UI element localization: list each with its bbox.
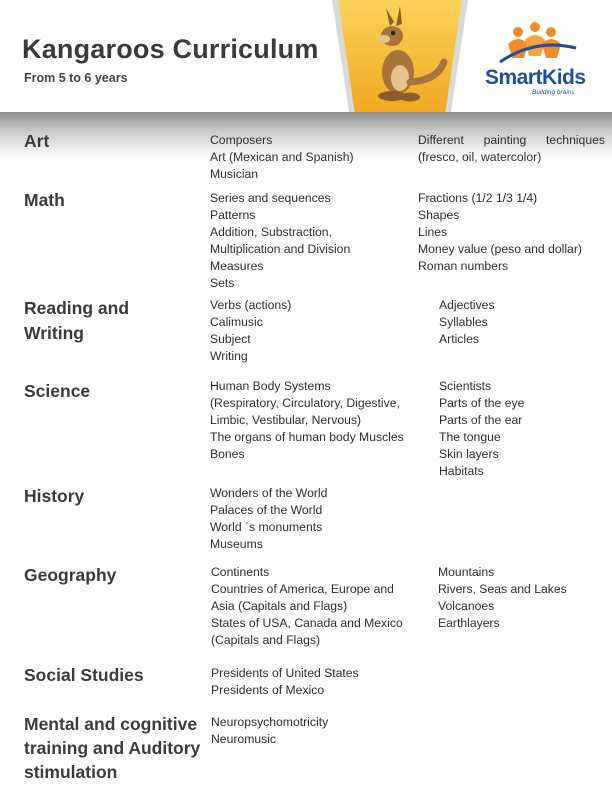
topic-item: Fractions (1/2 1/3 1/4) — [418, 191, 538, 205]
topic-item: States of USA, Canada and Mexico — [211, 616, 403, 630]
subject-geography: Geography — [24, 565, 117, 585]
topic-item: Verbs (actions) — [210, 298, 292, 312]
topic-item: Addition, Substraction, — [210, 225, 332, 239]
subject-label-line: Mental and cognitive — [24, 714, 198, 734]
topic-item: Syllables — [439, 315, 488, 329]
topic-item: Habitats — [439, 464, 484, 478]
topic-item: Continents — [211, 565, 270, 579]
topic-item: Lines — [418, 225, 448, 239]
subject-history: History — [24, 486, 85, 506]
page-title: Kangaroos Curriculum — [22, 34, 319, 64]
subject-label-line: Writing — [24, 323, 84, 343]
topic-item: (Respiratory, Circulatory, Digestive, — [210, 396, 400, 410]
topic-item: Writing — [210, 349, 248, 363]
topic-item: Roman numbers — [418, 259, 509, 273]
topic-item: Presidents of United States — [211, 666, 359, 680]
subject-science: Science — [24, 381, 91, 401]
topic-item: Composers — [210, 133, 273, 147]
topic-item: Neuromusic — [211, 732, 277, 746]
topic-item: Limbic, Vestibular, Nervous) — [210, 413, 362, 427]
topic-item: World ´s monuments — [210, 520, 323, 534]
reading-topics-col1 — [210, 297, 410, 365]
topic-item: Money value (peso and dollar) — [418, 242, 582, 256]
subject-label-line: training and Auditory — [24, 738, 201, 758]
art-topics-col1 — [210, 132, 410, 183]
topic-item: Articles — [439, 332, 479, 346]
topic-item: Adjectives — [439, 298, 495, 312]
logo-tagline: Building brains — [532, 89, 575, 96]
topic-item: Earthlayers — [438, 616, 500, 630]
topic-item: Mountains — [438, 565, 495, 579]
topic-item: Neuropsychomotricity — [211, 715, 329, 729]
topic-item: Calimusic — [210, 315, 263, 329]
mental-topics-col1 — [211, 714, 411, 748]
reading-topics-col2 — [439, 297, 599, 348]
topic-item: Scientists — [439, 379, 492, 393]
social-topics-col1 — [211, 665, 411, 699]
topic-item: Rivers, Seas and Lakes — [438, 582, 567, 596]
topic-item: Museums — [210, 537, 263, 551]
topic-item: Musician — [210, 167, 259, 181]
topic-item: Different painting techniques — [418, 133, 605, 147]
subject-math: Math — [24, 190, 65, 210]
subject-reading-writing — [24, 296, 129, 346]
topic-item: Series and sequences — [210, 191, 331, 205]
geography-topics-col1 — [211, 564, 426, 649]
logo-wordmark: SmartKids — [485, 66, 586, 89]
subject-art: Art — [24, 131, 50, 151]
science-topics-col2 — [439, 378, 599, 480]
subject-social-studies: Social Studies — [24, 665, 144, 685]
topic-item: Countries of America, Europe and — [211, 582, 394, 596]
topic-item: Wonders of the World — [210, 486, 328, 500]
history-topics-col1 — [210, 485, 410, 553]
topic-item: Parts of the eye — [439, 396, 525, 410]
topic-item: Presidents of Mexico — [211, 683, 325, 697]
topic-item: Volcanoes — [438, 599, 495, 613]
math-topics-col2 — [418, 190, 608, 275]
kangaroo-mascot-icon — [330, 0, 470, 118]
topic-item: (fresco, oil, watercolor) — [418, 150, 542, 164]
page-header — [0, 0, 612, 118]
topic-item: Bones — [210, 447, 245, 461]
math-topics-col1 — [210, 190, 410, 292]
subject-mental-cognitive — [24, 712, 200, 784]
topic-item: Asia (Capitals and Flags) — [211, 599, 348, 613]
topic-item: The organs of human body Muscles — [210, 430, 404, 444]
subject-label-line: Reading and — [24, 298, 130, 318]
page-subtitle: From 5 to 6 years — [24, 71, 128, 85]
topic-item: Multiplication and Division — [210, 242, 351, 256]
subject-label-line: stimulation — [24, 762, 118, 782]
topic-item: Palaces of the World — [210, 503, 323, 517]
topic-item: Sets — [210, 276, 235, 290]
topic-item: Subject — [210, 332, 251, 346]
topic-item: Parts of the ear — [439, 413, 523, 427]
topic-item: Human Body Systems — [210, 379, 331, 393]
topic-item: Patterns — [210, 208, 256, 222]
geography-topics-col2 — [438, 564, 603, 632]
topic-item: Measures — [210, 259, 264, 273]
topic-item: Art (Mexican and Spanish) — [210, 150, 354, 164]
art-topics-col2 — [418, 132, 605, 166]
topic-item: (Capitals and Flags) — [211, 633, 321, 647]
topic-item: Shapes — [418, 208, 460, 222]
science-topics-col1 — [210, 378, 425, 463]
topic-item: The tongue — [439, 430, 501, 444]
topic-item: Skin layers — [439, 447, 499, 461]
